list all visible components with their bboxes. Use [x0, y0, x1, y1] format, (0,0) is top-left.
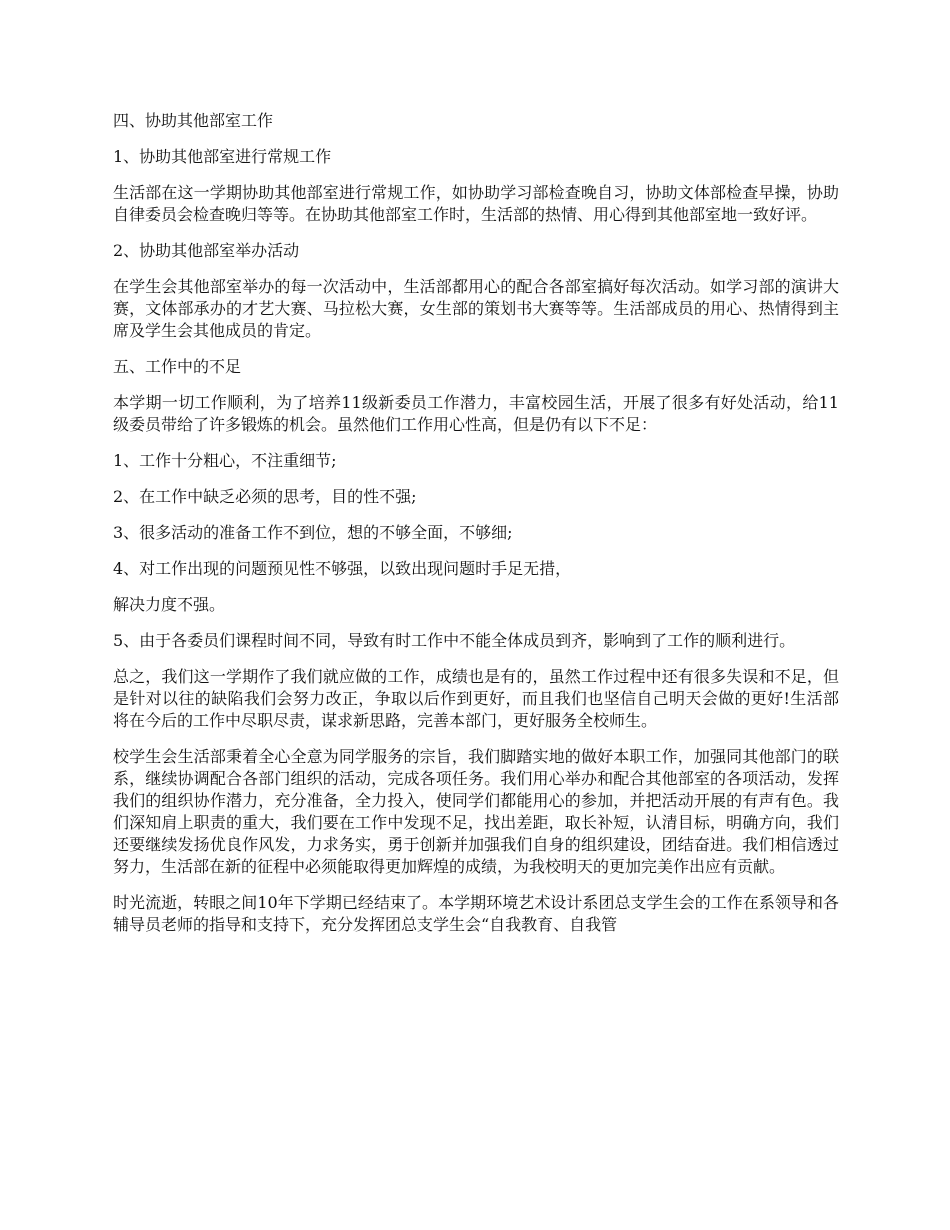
subheading-routine-work: 1、协助其他部室进行常规工作	[113, 147, 332, 166]
paragraph-hold-activities: 在学生会其他部室举办的每一次活动中，生活部都用心的配合各部室搞好每次活动。如学习部的演讲大赛，文体部承办的才艺大赛、马拉松大赛，女生部的策划书大赛等等。生活部成员的用心、热情得到主席及学生会其他成员的肯定。	[113, 277, 839, 340]
paragraph-semester-review: 时光流逝，转眼之间10年下学期已经结束了。本学期环境艺术设计系团总支学生会的工作在系领导和各辅导员老师的指导和支持下，充分发挥团总支学生会“自我教育、自我管	[113, 893, 839, 934]
paragraph-shortcomings-intro: 本学期一切工作顺利，为了培养11级新委员工作潜力，丰富校园生活，开展了很多有好处活动，给11级委员带给了许多锻炼的机会。虽然他们工作用心性高，但是仍有以下不足：	[113, 393, 839, 434]
subheading-hold-activities: 2、协助其他部室举办活动	[113, 241, 300, 260]
list-item-shortcoming-2: 2、在工作中缺乏必须的思考，目的性不强;	[113, 487, 417, 506]
list-item-shortcoming-3: 3、很多活动的准备工作不到位，想的不够全面，不够细;	[113, 523, 513, 542]
section-heading-shortcomings: 五、工作中的不足	[113, 357, 242, 376]
paragraph-routine-work: 生活部在这一学期协助其他部室进行常规工作，如协助学习部检查晚自习，协助文体部检查早操，协助自律委员会检查晚归等等。在协助其他部室工作时，生活部的热情、用心得到其他部室地一致好评。	[113, 183, 839, 224]
list-item-shortcoming-4-continued: 解决力度不强。	[113, 595, 226, 614]
list-item-shortcoming-1: 1、工作十分粗心，不注重细节;	[113, 451, 337, 470]
paragraph-summary: 总之，我们这一学期作了我们就应做的工作，成绩也是有的，虽然工作过程中还有很多失误和不足，但是针对以往的缺陷我们会努力改正，争取以后作到更好，而且我们也坚信自己明天会做的更好!生活部将在今后的工作中尽职尽责，谋求新思路，完善本部门，更好服务全校师生。	[113, 667, 839, 730]
list-item-shortcoming-5: 5、由于各委员们课程时间不同，导致有时工作中不能全体成员到齐，影响到了工作的顺利进行。	[113, 631, 796, 650]
document-page	[113, 110, 839, 950]
list-item-shortcoming-4: 4、对工作出现的问题预见性不够强，以致出现问题时手足无措，	[113, 559, 572, 578]
section-heading-assist-other-departments: 四、协助其他部室工作	[113, 111, 274, 130]
paragraph-commitment: 校学生会生活部秉着全心全意为同学服务的宗旨，我们脚踏实地的做好本职工作，加强同其他部门的联系，继续协调配合各部门组织的活动，完成各项任务。我们用心举办和配合其他部室的各项活动，发挥我们的组织协作潜力，充分准备，全力投入，使同学们都能用心的参加，并把活动开展的有声有色。我们深知肩上职责的重大，我们要在工作中发现不足，找出差距，取长补短，认清目标，明确方向，我们还要继续发扬优良作风发，力求务实，勇于创新并加强我们自身的组织建设，团结奋进。我们相信透过努力，生活部在新的征程中必须能取得更加辉煌的成绩，为我校明天的更加完美作出应有贡献。	[113, 747, 839, 876]
